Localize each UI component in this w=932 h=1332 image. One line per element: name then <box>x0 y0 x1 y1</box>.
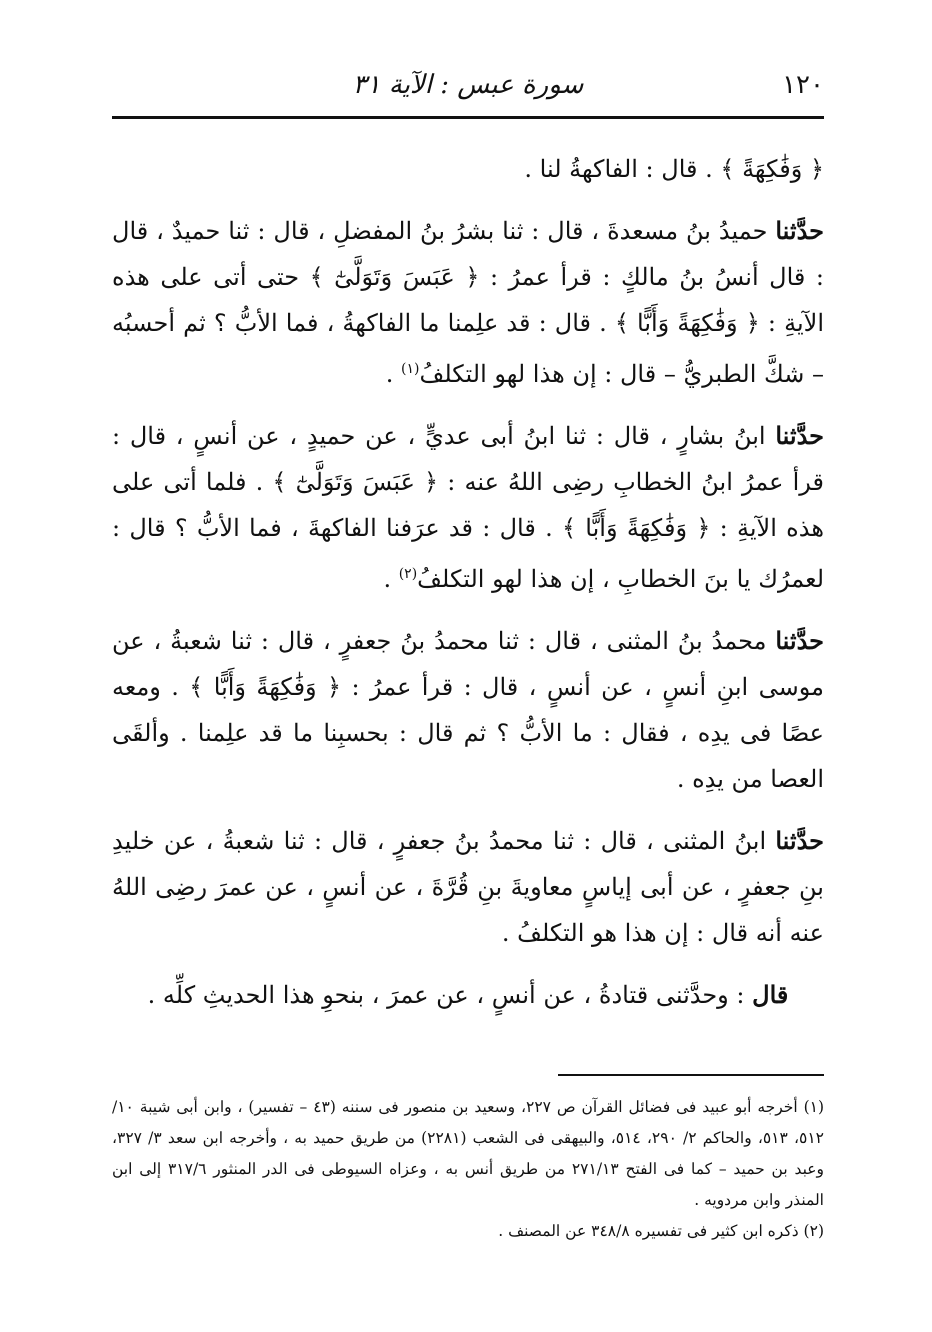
header-rule <box>112 116 824 119</box>
paragraph-6 <box>112 972 824 1018</box>
paragraph-1 <box>112 146 824 192</box>
paragraph-lead: حدَّثنا <box>775 216 824 245</box>
paragraph-lead: حدَّثنا <box>775 626 824 655</box>
footnote-2: (٢) ذكره ابن كثير فى تفسيره ٣٤٨/٨ عن المصنف . <box>498 1222 824 1240</box>
paragraph-text: ﴿ وَفَٰكِهَةً ﴾ . قال : الفاكهةُ لنا . <box>524 155 824 183</box>
page-number: ١٢٠ <box>782 70 824 100</box>
paragraph-tail: . <box>383 565 399 593</box>
paragraph-text: حميدُ بنُ مسعدةَ ، قال : ثنا بشرُ بنُ المفضلِ ، قال : ثنا حميدٌ ، قال : قال أنسُ بنُ مالكٍ : قرأ عمرُ : ﴿ عَبَسَ وَتَوَلَّىٰٓ ﴾ حتى أتى على هذه الآيةِ : ﴿ وَفَٰكِهَةً وَأَبًّا ﴾ . قال : قد علِمنا ما الفاكهةُ ، فما الأبُّ ؟ ثم أحسبُه – شكَّ الطبريُّ – قال : إن هذا لهو التكلفُ <box>112 217 825 388</box>
footnote-rule <box>558 1074 824 1076</box>
paragraph-text: محمدُ بنُ المثنى ، قال : ثنا محمدُ بنُ جعفرٍ ، قال : ثنا شعبةُ ، عن موسى ابنِ أنسٍ ، عن أنسٍ ، قال : قرأ عمرُ : ﴿ وَفَٰكِهَةً وَأَبًّا ﴾ . ومعه عصًا فى يدِه ، فقال : ما الأبُّ ؟ ثم قال : بحسبِنا ما قد علِمنا . وألقَى العصا من يدِه . <box>112 627 824 793</box>
paragraph-text: : وحدَّثنى قتادةُ ، عن أنسٍ ، عن عمرَ ، بنحوِ هذا الحديثِ كلِّه . <box>147 981 753 1009</box>
paragraph-4 <box>112 618 824 802</box>
main-text <box>112 146 824 1034</box>
footnote-marker: (١) <box>401 361 420 377</box>
paragraph-5 <box>112 818 824 956</box>
paragraph-text: ابنُ المثنى ، قال : ثنا محمدُ بنُ جعفرٍ ، قال : ثنا شعبةُ ، عن خليدِ بنِ جعفرٍ ، عن أبى إياسٍ معاويةَ بنِ قُرَّةَ ، عن أنسٍ ، عن عمرَ رضِى اللهُ عنه أنه قال : إن هذا هو التكلفُ . <box>112 827 824 947</box>
paragraph-2 <box>112 208 824 397</box>
footnotes <box>112 1092 824 1247</box>
footnote-marker: (٢) <box>398 566 418 582</box>
footnote-1: (١) أخرجه أبو عبيد فى فضائل القرآن ص ٢٢٧، وسعيد بن منصور فى سننه (٤٣ – تفسير) ، وابن أبى شيبة ١٠/ ٥١٢، ٥١٣، والحاكم ٢/ ٢٩٠، ٥١٤، والبيهقى فى الشعب (٢٢٨١) من طريق حميد به ، وأخرجه ابن سعد ٣/ ٣٢٧، وعبد بن حميد – كما فى الفتح ٢٧١/١٣ من طريق أنس به ، وعزاه السيوطى فى الدر المنثور ٣١٧/٦ إلى ابن المنذر وابن مردويه . <box>112 1098 825 1209</box>
page-header <box>112 60 824 112</box>
paragraph-lead: قال <box>752 980 789 1009</box>
paragraph-lead: حدَّثنا <box>775 421 824 450</box>
paragraph-text: ابنُ بشارٍ ، قال : ثنا ابنُ أبى عديٍّ ، عن حميدٍ ، عن أنسٍ ، قال : قرأ عمرُ ابنُ الخطابِ رضِى اللهُ عنه : ﴿ عَبَسَ وَتَوَلَّىٰٓ ﴾ . فلما أتى على هذه الآيةِ : ﴿ وَفَٰكِهَةً وَأَبًّا ﴾ . قال : قد عرَفنا الفاكهةَ ، فما الأبُّ ؟ قال : لعمرُك يا بنَ الخطابِ ، إن هذا لهو التكلفُ <box>112 422 825 593</box>
paragraph-tail: . <box>385 360 402 388</box>
paragraph-lead: حدَّثنا <box>775 826 824 855</box>
paragraph-3 <box>112 413 824 602</box>
running-title: سورة عبس : الآية ٣١ <box>352 70 584 100</box>
